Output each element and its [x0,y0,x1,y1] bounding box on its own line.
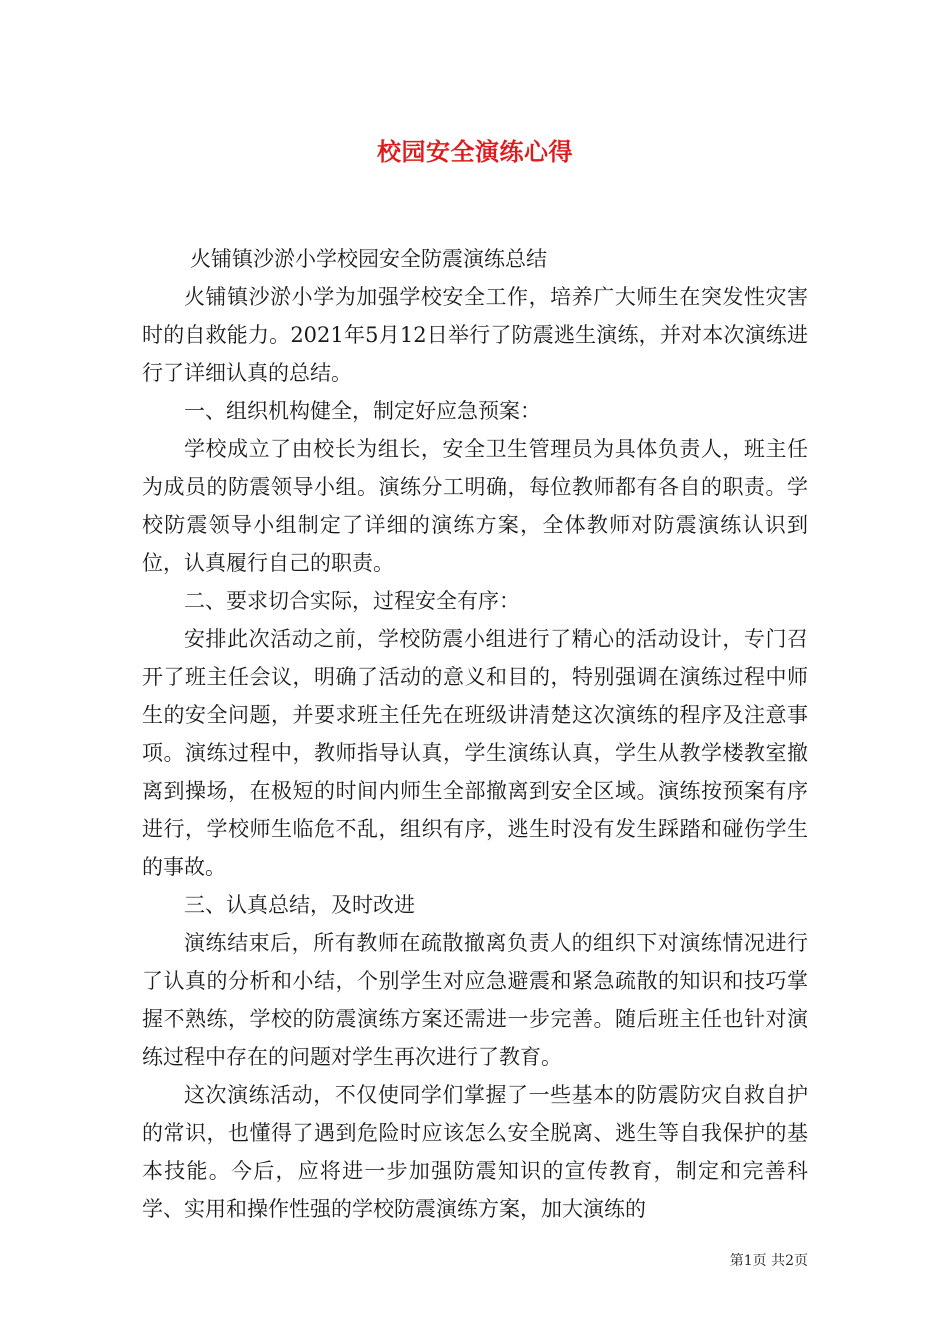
paragraph-conclusion: 这次演练活动，不仅使同学们掌握了一些基本的防震防灾自救自护的常识，也懂得了遇到危险时应该怎么安全脱离、逃生等自我保护的基本技能。今后，应将进一步加强防震知识的宣传教育，制定和完善科学、实用和操作性强的学校防震演练方案，加大演练的 [142,1083,808,1221]
paragraph-section-1: 学校成立了由校长为组长，安全卫生管理员为具体负责人，班主任为成员的防震领导小组。演练分工明确，每位教师都有各自的职责。学校防震领导小组制定了详细的演练方案，全体教师对防震演练认识到位，认真履行自己的职责。 [142,437,808,575]
section-heading-1: 一、组织机构健全，制定好应急预案： [184,399,541,423]
page-number-footer: 第1页 共2页 [729,1253,808,1269]
paragraph-section-2: 安排此次活动之前，学校防震小组进行了精心的活动设计，专门召开了班主任会议，明确了活动的意义和目的，特别强调在演练过程中师生的安全问题，并要求班主任先在班级讲清楚这次演练的程序及注意事项。演练过程中，教师指导认真，学生演练认真，学生从教学楼教室撤离到操场，在极短的时间内师生全部撤离到安全区域。演练按预案有序进行，学校师生临危不乱，组织有序，逃生时没有发生踩踏和碰伤学生的事故。 [142,627,808,879]
paragraph-intro: 火铺镇沙淤小学为加强学校安全工作，培养广大师生在突发性灾害时的自救能力。2021年5月12日举行了防震逃生演练，并对本次演练进行了详细认真的总结。 [142,285,808,385]
section-heading-3: 三、认真总结，及时改进 [184,893,415,917]
document-title: 校园安全演练心得 [377,137,573,166]
document-subtitle: 火铺镇沙淤小学校园安全防震演练总结 [190,247,547,271]
section-heading-2: 二、要求切合实际，过程安全有序： [184,589,520,613]
paragraph-section-3: 演练结束后，所有教师在疏散撤离负责人的组织下对演练情况进行了认真的分析和小结，个别学生对应急避震和紧急疏散的知识和技巧掌握不熟练，学校的防震演练方案还需进一步完善。随后班主任也针对演练过程中存在的问题对学生再次进行了教育。 [142,931,808,1069]
document-body [142,240,808,1228]
